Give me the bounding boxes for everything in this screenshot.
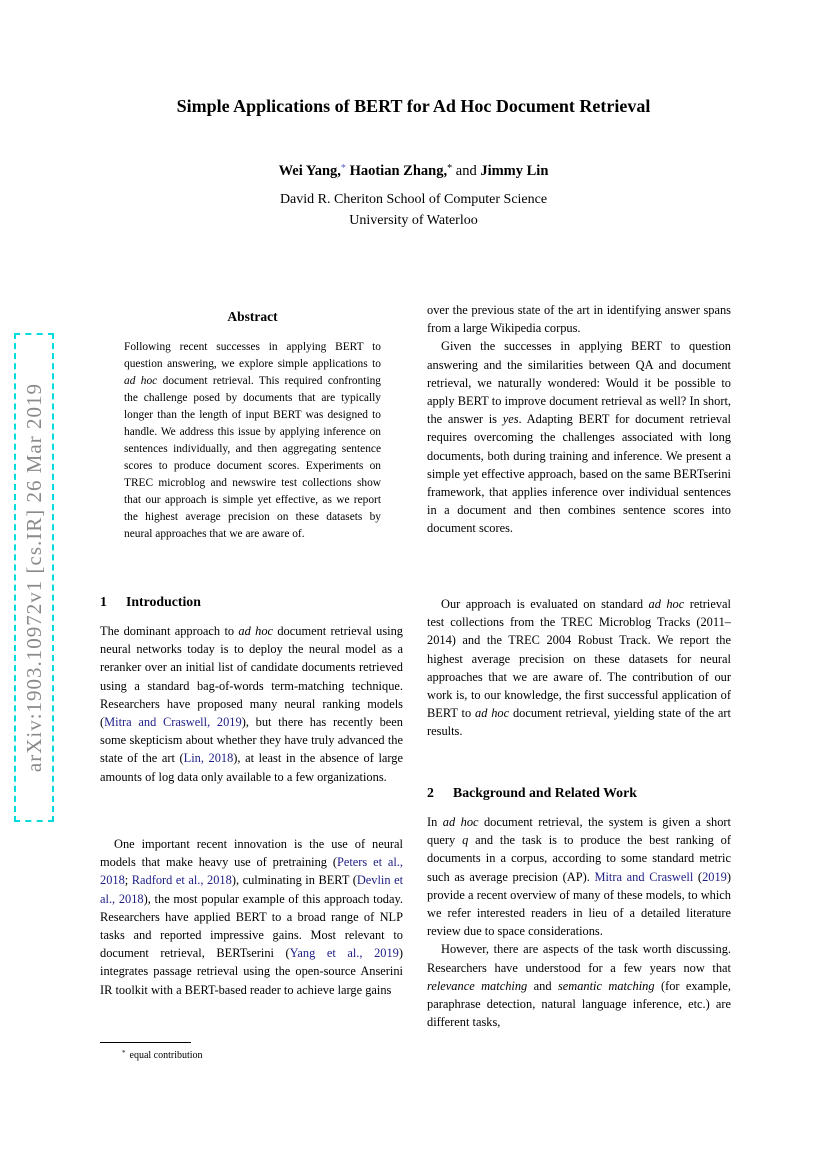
paragraph: [427, 301, 731, 337]
text-segment: ad hoc: [238, 624, 274, 638]
text-segment: ;: [124, 873, 132, 888]
author-line: [0, 163, 827, 180]
paper-title: Simple Applications of BERT for Ad Hoc Document Retrieval: [176, 96, 651, 116]
text-segment: The dominant approach to: [100, 624, 239, 638]
affiliation-school: David R. Cheriton School of Computer Science: [279, 192, 548, 207]
paragraph: [427, 813, 731, 940]
text-segment: Wei Yang,: [278, 163, 341, 179]
paragraph: [100, 835, 403, 999]
footnote-rule: [100, 1042, 191, 1043]
text-segment: ad hoc: [442, 815, 479, 829]
text-segment: semantic matching: [557, 978, 655, 993]
paragraph: [427, 337, 731, 537]
text-segment: retrieval test collections from the TREC Microblog Tracks (2011–2014) and the TREC 2004 Robust Track. We report the highest average precision on these datasets for neural approaches that we are aware of. The contribution of our work is, to our knowledge, the first successful application of BERT to: [427, 597, 731, 721]
text-segment: document retrieval. This required confronting the challenge posed by documents that are typically longer than the length of input BERT was designed to handle. We address this issue by applying inference on sentences individually, and then aggregating sentence scores to produce document scores. Experiments on TREC microblog and newswire test collections show that our approach is simple yet effective, as we report the highest average precision on these datasets by neural approaches that we are aware of.: [124, 375, 381, 540]
affiliation: [0, 189, 827, 231]
citation-link[interactable]: Lin, 2018: [183, 751, 234, 766]
text-segment: document retrieval, the system is given a short query: [427, 815, 731, 848]
text-segment: and: [452, 163, 481, 179]
citation-link[interactable]: Mitra and Craswell, 2019: [104, 715, 242, 730]
abstract-body: [124, 339, 381, 543]
text-segment: Jimmy Lin: [480, 163, 549, 179]
text-segment: Following recent successes in applying BERT to question answering, we explore simple applications to: [124, 341, 381, 370]
citation-link[interactable]: 2019: [702, 869, 727, 884]
section-2-title: Background and Related Work: [453, 785, 637, 800]
text-segment: ), the most popular example of this approach today. Researchers have applied BERT to a broad range of NLP tasks and reported impressive gains. Most relevant to document retrieval, BERTserini (: [100, 891, 403, 961]
footnote-marker: *: [122, 1049, 126, 1057]
text-segment: Our approach is evaluated on standard: [441, 597, 649, 611]
affiliation-university: University of Waterloo: [349, 213, 478, 228]
citation-link[interactable]: Mitra and Craswell: [594, 869, 694, 884]
text-segment: and: [527, 978, 558, 993]
section-1-heading: [100, 594, 403, 610]
text-segment: Given the successes in applying BERT to question answering and the similarities between QA and document retrieval, we naturally wondered: Would it be possible to apply BERT to improve document retrieval as well? In short, the answer is: [427, 339, 731, 427]
footnote: [100, 1050, 425, 1061]
citation-link[interactable]: Devlin et al., 2018: [100, 873, 404, 906]
text-segment: ), but there has recently been some skepticism about whether they have truly advanced the state of the art (: [100, 715, 403, 766]
text-segment: document retrieval using neural networks today is to deploy the neural model as a reranker over an initial list of candidate documents retrieved using a standard bag-of-words term-matching technique. Researchers have proposed many neural ranking models (: [100, 624, 403, 730]
right-column-block-1: [427, 301, 731, 538]
intro-paragraph-2: [100, 835, 403, 999]
citation-link[interactable]: Yang et al., 2019: [289, 946, 399, 961]
text-segment: ad hoc: [124, 375, 158, 387]
text-segment: relevance matching: [427, 978, 528, 993]
footnote-marker: *: [447, 163, 453, 174]
paragraph: [100, 622, 403, 786]
abstract-heading: Abstract: [227, 309, 278, 324]
arxiv-watermark-text: arXiv:1903.10972v1 [cs.IR] 26 Mar 2019: [21, 382, 46, 773]
arxiv-watermark-box: [14, 333, 54, 822]
right-column-block-2: [427, 595, 731, 741]
text-segment: ) provide a recent overview of many of these models, to which we refer interested readers in lieu of a detailed literature review due to space considerations.: [427, 869, 731, 939]
text-segment: (for example, paraphrase detection, natural language inference, etc.) are different tasks,: [427, 978, 731, 1030]
text-segment: q: [462, 833, 469, 848]
text-segment: Haotian Zhang,: [349, 163, 448, 179]
text-segment: yes: [502, 412, 519, 427]
citation-link[interactable]: Radford et al., 2018: [131, 873, 232, 888]
right-column-block-3: [427, 813, 731, 1031]
footnote-text: equal contribution: [129, 1050, 203, 1061]
text-segment: . Adapting BERT for document retrieval requires overcoming the challenges associated with long documents, both during training and inference. We present a simple yet effective approach, based on the same BERTserini framework, that applies inference over individual sentences in a document and then combines sentence scores into document scores.: [427, 412, 732, 536]
text-segment: One important recent innovation is the use of neural models that make heavy use of pretraining (: [100, 837, 403, 870]
citation-link[interactable]: Peters et al., 2018: [100, 855, 403, 888]
text-segment: ) integrates passage retrieval using the open-source Anserini IR toolkit with a BERT-based reader to achieve large gains: [100, 946, 403, 997]
section-1-title: Introduction: [126, 594, 201, 609]
text-segment: However, there are aspects of the task worth discussing. Researchers have understood for a few years now that: [427, 942, 731, 975]
text-segment: ad hoc: [475, 706, 510, 721]
section-2-number: 2: [427, 785, 434, 800]
text-segment: over the previous state of the art in identifying answer spans from a large Wikipedia corpus.: [427, 303, 731, 336]
text-segment: document retrieval, yielding state of the art results.: [427, 706, 732, 739]
text-segment: and the task is to produce the best ranking of documents in a corpus, according to some standard metric such as average precision (AP).: [427, 833, 731, 884]
text-segment: ), at least in the absence of large amounts of log data only available to a few organizations.: [100, 751, 403, 784]
paragraph: [427, 595, 731, 741]
footnote-marker: *: [340, 163, 346, 174]
text-segment: ad hoc: [648, 597, 685, 611]
text-segment: ), culminating in BERT (: [231, 873, 357, 888]
section-1-number: 1: [100, 594, 107, 609]
text-segment: In: [427, 815, 443, 829]
paragraph: [427, 940, 731, 1031]
intro-paragraph-1: [100, 622, 403, 786]
text-segment: (: [693, 869, 703, 884]
section-2-heading: [427, 785, 731, 801]
